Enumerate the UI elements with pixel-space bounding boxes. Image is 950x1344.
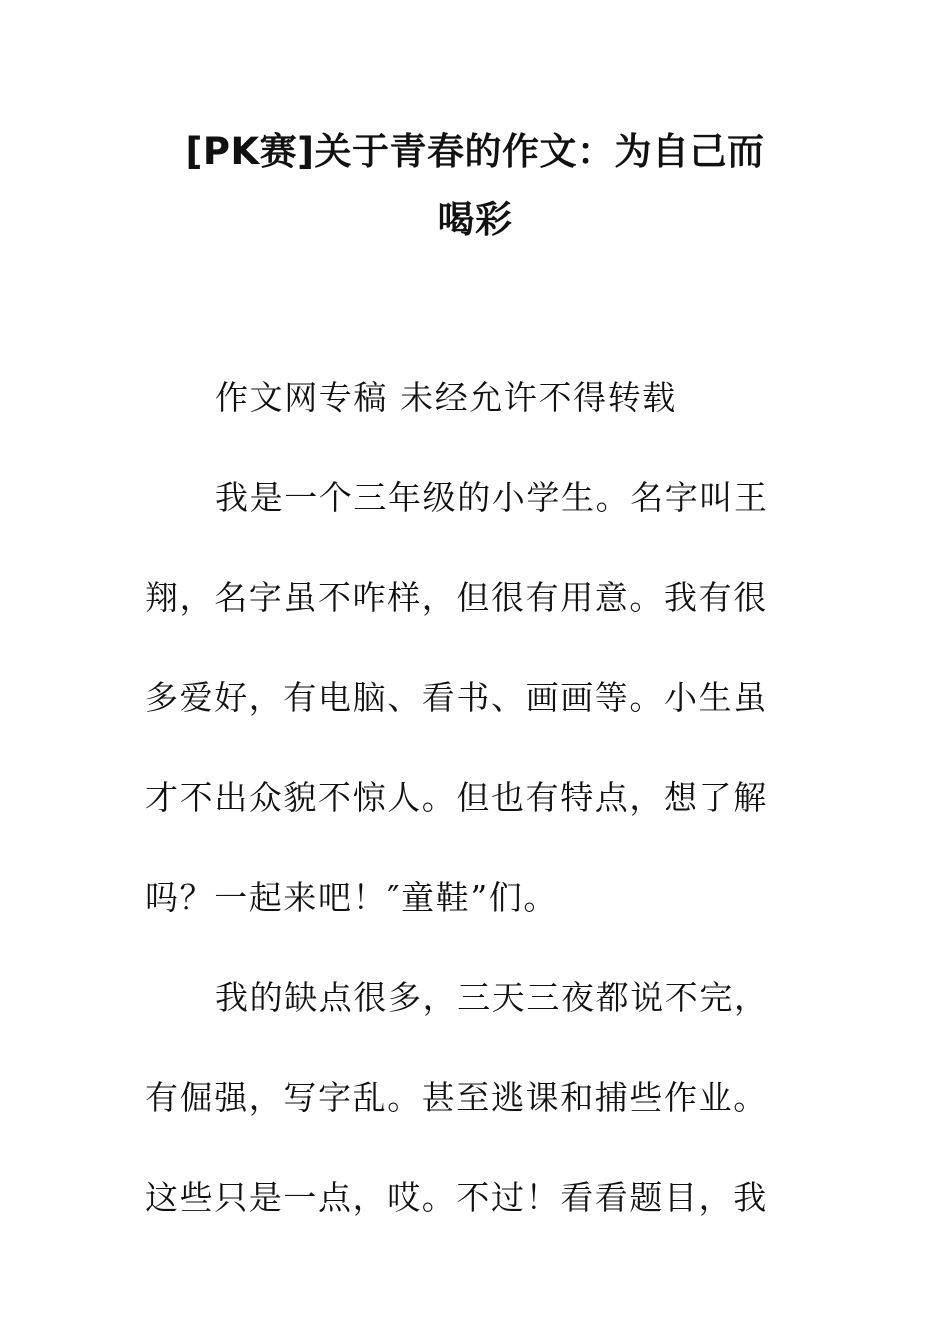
byline: 作文网专稿 未经允许不得转载 — [215, 378, 677, 417]
paragraph-1-line-3: 多爱好，有电脑、看书、画画等。小生虽 — [145, 678, 768, 717]
paragraph-1-line-2: 翔，名字虽不咋样，但很有用意。我有很 — [145, 578, 768, 617]
paragraph-1-line-5: 吗？一起来吧！″童鞋”们。 — [145, 878, 558, 917]
document-title — [140, 118, 810, 254]
paragraph-2-line-2: 有倔强，写字乱。甚至逃课和捕些作业。 — [145, 1078, 768, 1117]
paragraph-1-line-1: 我是一个三年级的小学生。名字叫王 — [215, 478, 769, 517]
paragraph-2-line-3: 这些只是一点，哎。不过！看看题目，我 — [145, 1178, 768, 1217]
paragraph-1-line-4: 才不出众貌不惊人。但也有特点，想了解 — [145, 778, 768, 817]
title-line-2: 喝彩 — [437, 198, 513, 241]
title-line-1: [PK赛]关于青春的作文：为自己而 — [185, 130, 765, 173]
paragraph-2-line-1: 我的缺点很多，三天三夜都说不完， — [215, 978, 769, 1017]
